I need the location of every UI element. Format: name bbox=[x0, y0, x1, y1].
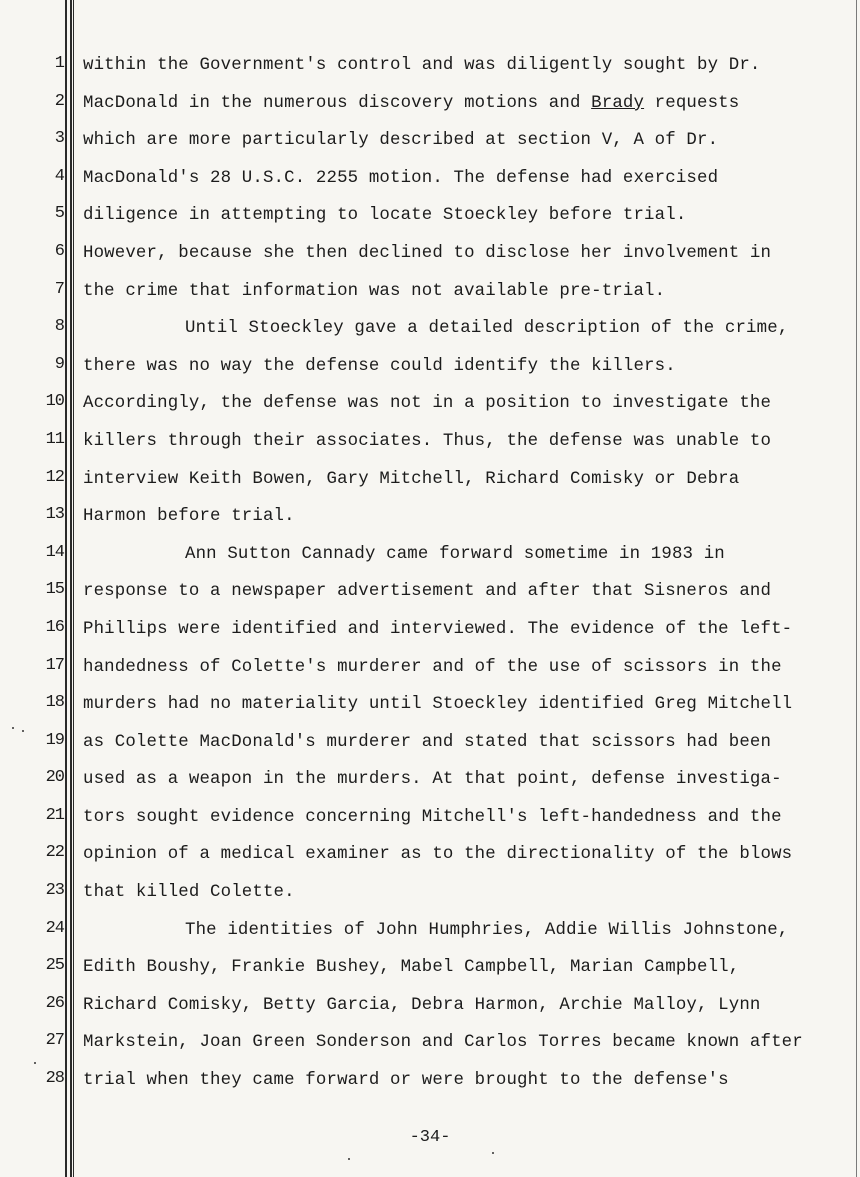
page-number: -34- bbox=[409, 1128, 451, 1147]
pleading-line bbox=[0, 161, 860, 199]
line-text: Richard Comisky, Betty Garcia, Debra Harmon, Archie Malloy, Lynn bbox=[83, 995, 761, 1015]
line-number: 26 bbox=[45, 993, 64, 1013]
line-text: trial when they came forward or were brought to the defense's bbox=[83, 1071, 729, 1091]
line-number: 28 bbox=[45, 1069, 64, 1089]
pleading-line bbox=[0, 274, 860, 312]
line-text: response to a newspaper advertisement and after that Sisneros and bbox=[83, 582, 772, 602]
line-text: that killed Colette. bbox=[83, 883, 295, 903]
pleading-line bbox=[0, 725, 860, 763]
line-text: killers through their associates. Thus, the defense was unable to bbox=[83, 431, 772, 451]
pleading-line bbox=[0, 537, 860, 575]
line-text: as Colette MacDonald's murderer and stated that scissors had been bbox=[83, 732, 772, 752]
line-number: 4 bbox=[54, 166, 64, 186]
pleading-body bbox=[0, 48, 860, 1101]
pleading-line bbox=[0, 236, 860, 274]
pleading-line bbox=[0, 612, 860, 650]
line-number: 18 bbox=[45, 693, 64, 713]
line-text: diligence in attempting to locate Stoeckley before trial. bbox=[83, 206, 687, 226]
line-number: 12 bbox=[45, 467, 64, 487]
scan-speck bbox=[22, 730, 24, 732]
pleading-line bbox=[0, 386, 860, 424]
pleading-line bbox=[0, 875, 860, 913]
line-number: 22 bbox=[45, 843, 64, 863]
pleading-line bbox=[0, 349, 860, 387]
pleading-line bbox=[0, 574, 860, 612]
line-number: 2 bbox=[54, 91, 64, 111]
pleading-line bbox=[0, 48, 860, 86]
line-number: 7 bbox=[54, 279, 64, 299]
pleading-line bbox=[0, 687, 860, 725]
pleading-line bbox=[0, 913, 860, 951]
line-number: 27 bbox=[45, 1031, 64, 1051]
line-text: used as a weapon in the murders. At that point, defense investiga- bbox=[83, 770, 782, 790]
line-text: tors sought evidence concerning Mitchell's left-handedness and the bbox=[83, 807, 782, 827]
line-number: 11 bbox=[45, 429, 64, 449]
pleading-line bbox=[0, 1063, 860, 1101]
line-text: interview Keith Bowen, Gary Mitchell, Richard Comisky or Debra bbox=[83, 469, 740, 489]
line-number: 20 bbox=[45, 768, 64, 788]
case-citation: Brady bbox=[591, 93, 645, 113]
pleading-line bbox=[0, 1025, 860, 1063]
line-number: 14 bbox=[45, 542, 64, 562]
line-number: 6 bbox=[54, 241, 64, 261]
scan-speck bbox=[34, 1062, 36, 1064]
pleading-line bbox=[0, 988, 860, 1026]
line-text: Phillips were identified and interviewed. The evidence of the left- bbox=[83, 619, 793, 639]
pleading-line bbox=[0, 86, 860, 124]
line-text: handedness of Colette's murderer and of the use of scissors in the bbox=[83, 657, 782, 677]
line-text: Edith Boushy, Frankie Bushey, Mabel Campbell, Marian Campbell, bbox=[83, 958, 740, 978]
pleading-line bbox=[0, 950, 860, 988]
pleading-line bbox=[0, 650, 860, 688]
line-text: MacDonald in the numerous discovery motions and Brady requests bbox=[83, 93, 740, 113]
line-text: Ann Sutton Cannady came forward sometime in 1983 in bbox=[185, 544, 725, 564]
line-number: 10 bbox=[45, 392, 64, 412]
line-number: 21 bbox=[45, 805, 64, 825]
pleading-line bbox=[0, 499, 860, 537]
line-number: 19 bbox=[45, 730, 64, 750]
line-text: within the Government's control and was diligently sought by Dr. bbox=[83, 56, 761, 75]
line-number: 13 bbox=[45, 505, 64, 525]
scan-speck bbox=[12, 727, 14, 729]
line-text: However, because she then declined to disclose her involvement in bbox=[83, 243, 772, 263]
pleading-line bbox=[0, 762, 860, 800]
pleading-line bbox=[0, 837, 860, 875]
line-text: Until Stoeckley gave a detailed description of the crime, bbox=[185, 319, 789, 339]
line-text: Accordingly, the defense was not in a position to investigate the bbox=[83, 394, 772, 414]
line-text: MacDonald's 28 U.S.C. 2255 motion. The defense had exercised bbox=[83, 168, 719, 188]
pleading-line bbox=[0, 800, 860, 838]
line-number: 8 bbox=[54, 317, 64, 337]
pleading-line bbox=[0, 198, 860, 236]
line-text: opinion of a medical examiner as to the directionality of the blows bbox=[83, 845, 793, 865]
line-text: which are more particularly described at section V, A of Dr. bbox=[83, 131, 719, 151]
line-text: The identities of John Humphries, Addie Willis Johnstone, bbox=[185, 920, 789, 940]
line-number: 3 bbox=[54, 129, 64, 149]
line-number: 9 bbox=[54, 354, 64, 374]
pleading-line bbox=[0, 123, 860, 161]
line-text: there was no way the defense could identify the killers. bbox=[83, 356, 676, 376]
line-text: Markstein, Joan Green Sonderson and Carlos Torres became known after bbox=[83, 1033, 803, 1053]
line-number: 1 bbox=[54, 54, 64, 73]
line-number: 15 bbox=[45, 580, 64, 600]
scan-speck bbox=[348, 1158, 350, 1160]
line-number: 24 bbox=[45, 918, 64, 938]
pleading-line bbox=[0, 424, 860, 462]
line-number: 25 bbox=[45, 956, 64, 976]
scan-speck bbox=[492, 1152, 494, 1154]
pleading-line bbox=[0, 311, 860, 349]
line-text: the crime that information was not available pre-trial. bbox=[83, 281, 666, 301]
line-number: 5 bbox=[54, 204, 64, 224]
pleading-line bbox=[0, 462, 860, 500]
line-number: 23 bbox=[45, 881, 64, 901]
line-number: 17 bbox=[45, 655, 64, 675]
line-number: 16 bbox=[45, 617, 64, 637]
line-text: Harmon before trial. bbox=[83, 507, 295, 527]
line-text: murders had no materiality until Stoeckley identified Greg Mitchell bbox=[83, 695, 793, 715]
